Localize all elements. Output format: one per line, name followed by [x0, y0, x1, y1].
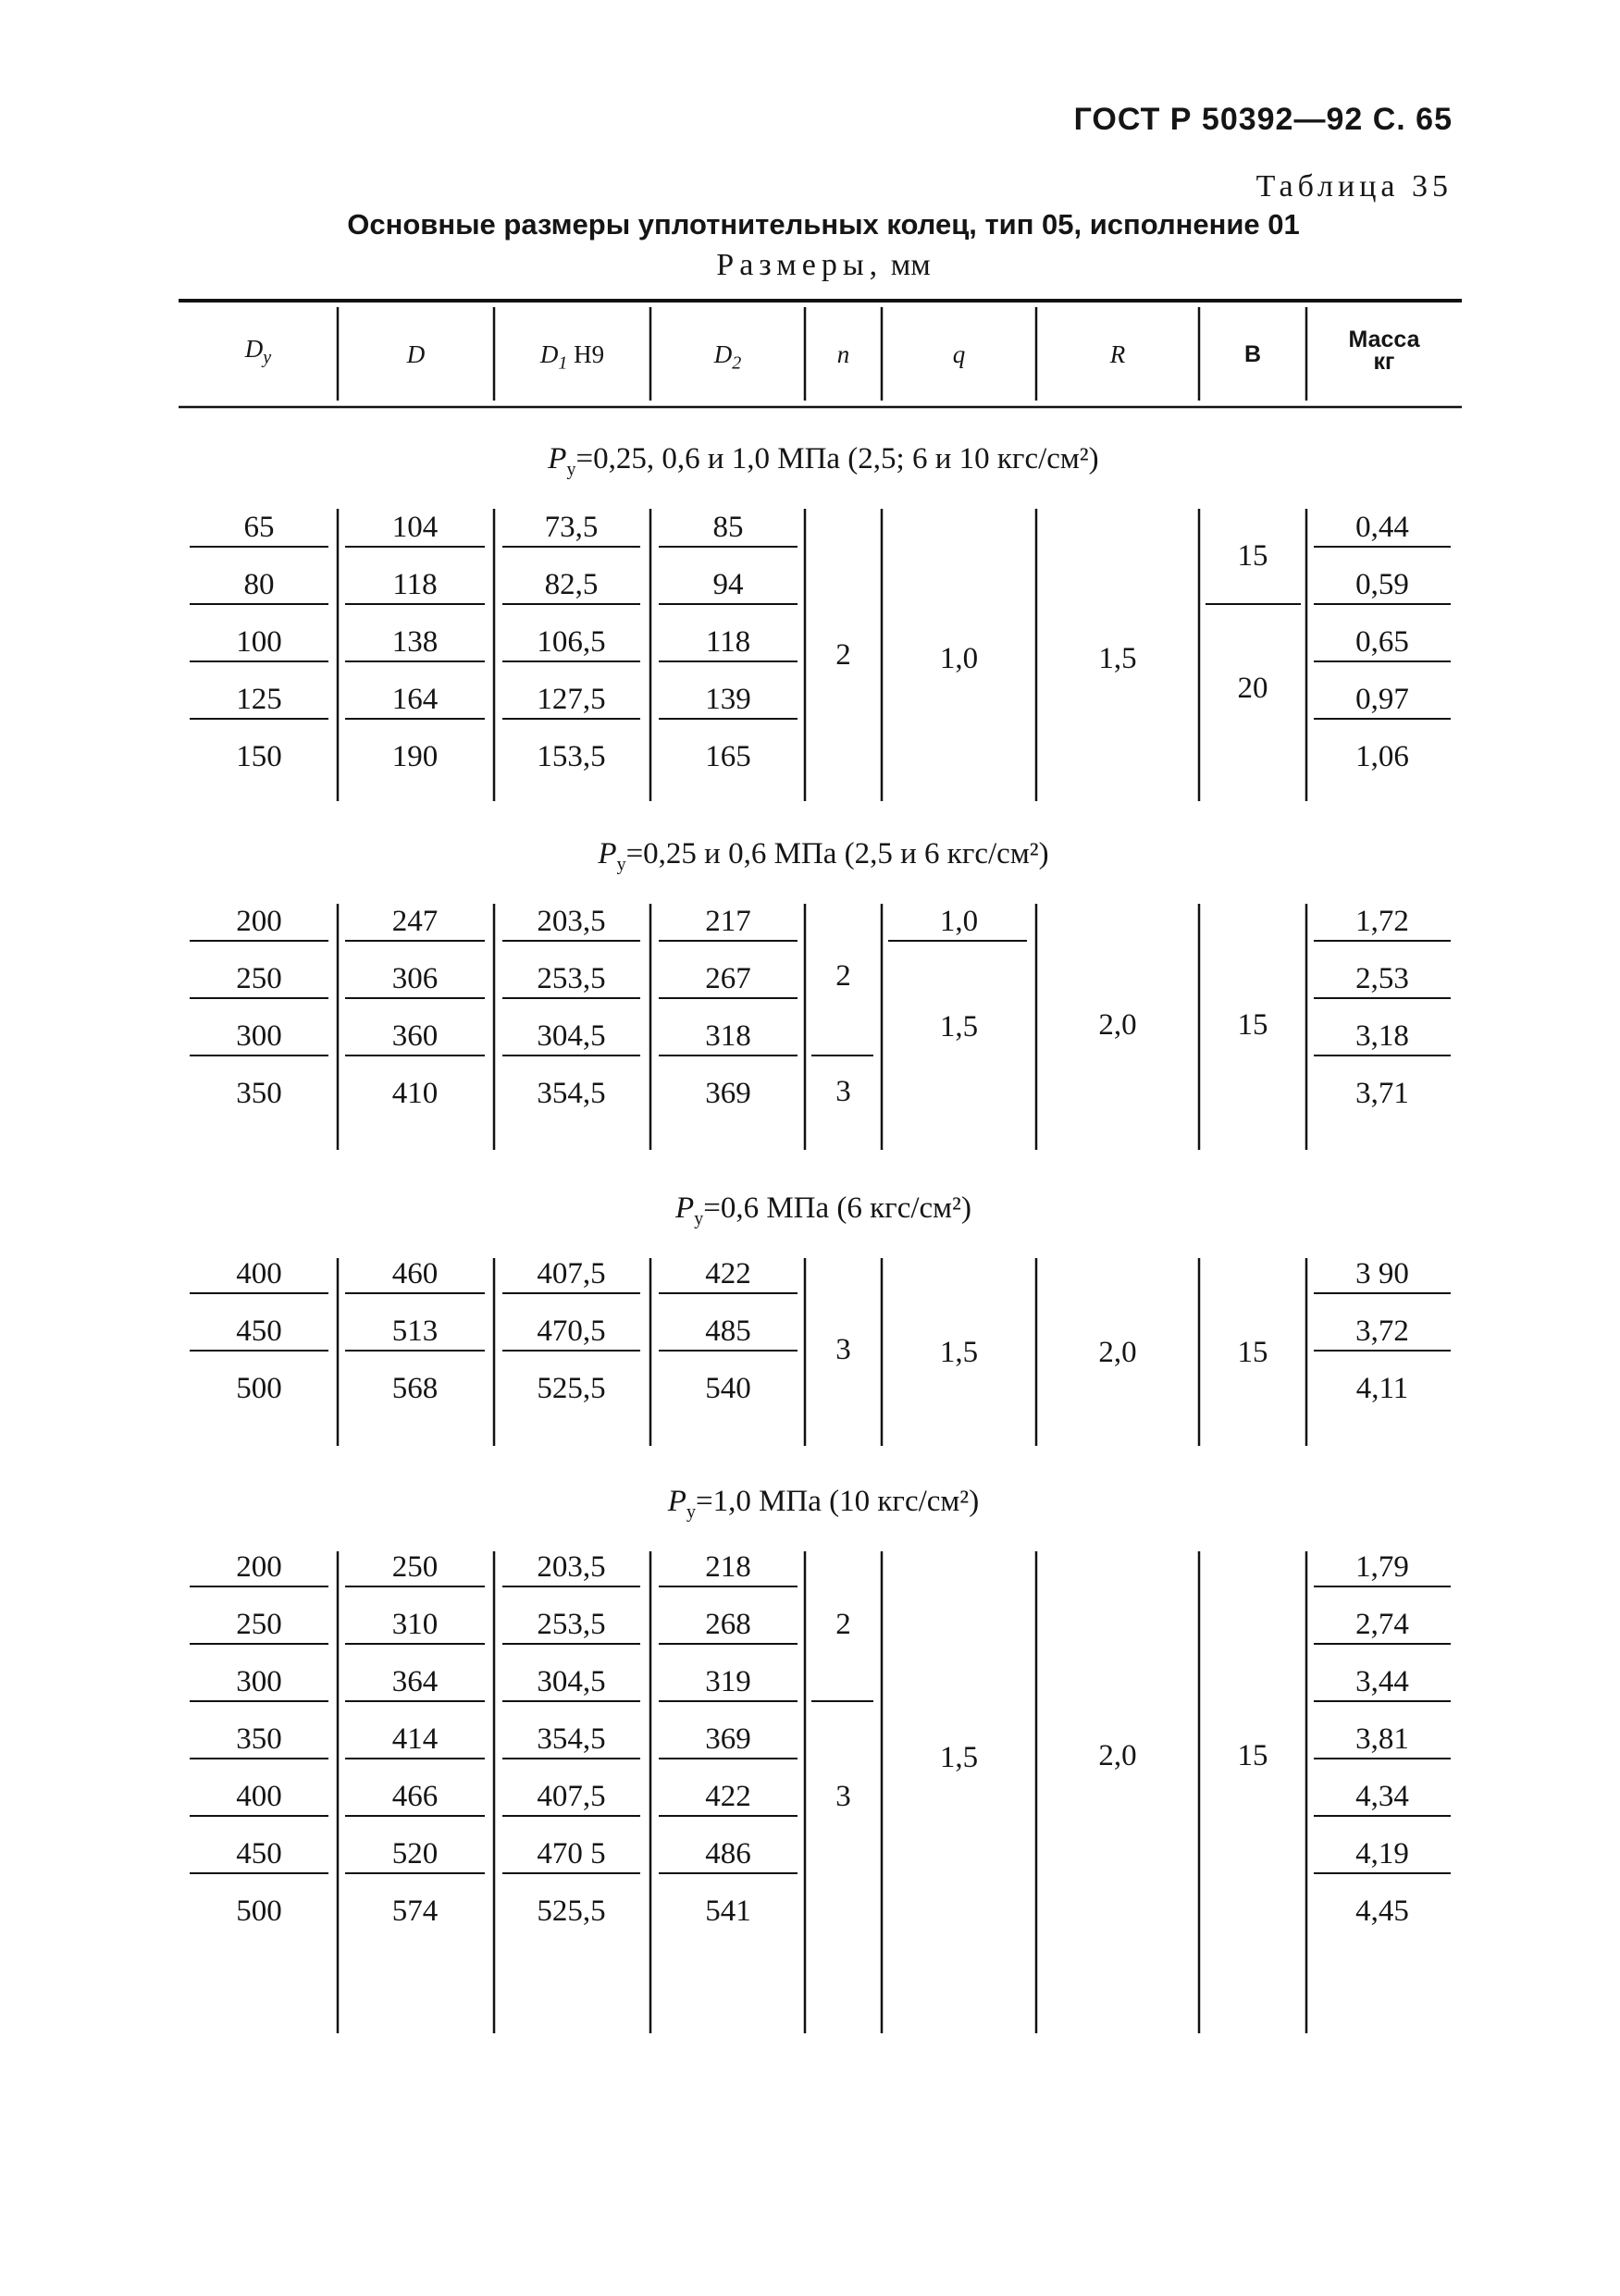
- cell-d2: 422: [705, 1780, 751, 1813]
- cell-d: 118: [392, 568, 438, 601]
- cell-dy: 500: [236, 1895, 282, 1928]
- cell-d2: 139: [705, 683, 751, 716]
- group4-n-bottom: 3: [835, 1780, 851, 1813]
- cell-dy: 65: [243, 511, 275, 544]
- cell-d2: 85: [712, 511, 744, 544]
- cell-mass: 0,44: [1355, 511, 1409, 544]
- cell-dy: 80: [243, 568, 275, 601]
- group3-condition: $P_у=0,6$ МПа (6 кгс/см²): [675, 1191, 971, 1229]
- group3-r: 2,0: [1098, 1336, 1137, 1369]
- cell-d1: 304,5: [537, 1019, 606, 1053]
- group2-q-bottom: 1,5: [939, 1010, 979, 1043]
- cell-d: 164: [391, 683, 439, 716]
- cell-dy: 125: [236, 683, 282, 716]
- table-label: Таблица 35: [1255, 169, 1453, 204]
- cell-d1: 470,5: [537, 1315, 606, 1348]
- cell-d2: 319: [705, 1665, 751, 1698]
- cell-d1: 407,5: [537, 1257, 606, 1290]
- units-label: Размеры,: [716, 248, 884, 282]
- cell-dy: 200: [236, 1550, 282, 1584]
- cell-d1: 304,5: [537, 1665, 606, 1698]
- group1-condition: $P_у=0,25$, 0,6 и 1,0 МПа (2,5; 6 и 10 кгс/см²): [548, 442, 1099, 480]
- group2-r: 2,0: [1098, 1008, 1137, 1042]
- cell-d: 190: [391, 740, 439, 773]
- units-value: мм: [890, 248, 931, 282]
- cell-dy: 400: [236, 1780, 282, 1813]
- group4-r: 2,0: [1098, 1739, 1137, 1772]
- cell-d2: 318: [705, 1019, 751, 1053]
- cell-d: 310: [391, 1608, 439, 1641]
- cell-d1: 407,5: [537, 1780, 606, 1813]
- group4-b: 15: [1237, 1739, 1268, 1772]
- cell-d2: 94: [712, 568, 744, 601]
- header-r: R: [1109, 340, 1126, 368]
- cell-mass: 2,74: [1355, 1608, 1409, 1641]
- cell-dy: 350: [236, 1722, 282, 1756]
- cell-d2: 165: [705, 740, 751, 773]
- cell-d: 513: [391, 1315, 439, 1348]
- cell-d1: 153,5: [537, 740, 606, 773]
- group1-r: 1,5: [1098, 642, 1137, 675]
- cell-d: 104: [391, 511, 439, 544]
- cell-mass: 1,79: [1355, 1550, 1409, 1584]
- cell-mass: 1,72: [1355, 905, 1409, 938]
- cell-d: 306: [391, 962, 439, 995]
- group2-condition: $P_у=0,25$ и 0,6 МПа (2,5 и 6 кгс/см²): [598, 837, 1049, 875]
- cell-dy: 100: [236, 625, 282, 659]
- cell-d2: 268: [705, 1608, 751, 1641]
- cell-d1: 525,5: [537, 1895, 606, 1928]
- group2-q-top: 1,0: [939, 905, 979, 938]
- cell-mass: 4,11: [1355, 1372, 1409, 1405]
- header-b: B: [1243, 341, 1262, 367]
- cell-d: 410: [391, 1077, 439, 1110]
- cell-d: 568: [391, 1372, 439, 1405]
- cell-d: 247: [391, 905, 439, 938]
- cell-d: 520: [391, 1837, 439, 1870]
- cell-d1: 203,5: [537, 905, 606, 938]
- cell-dy: 500: [236, 1372, 282, 1405]
- cell-mass: 4,34: [1355, 1780, 1409, 1813]
- cell-dy: 250: [236, 1608, 282, 1641]
- header-d: D: [406, 340, 426, 368]
- cell-dy: 150: [236, 740, 282, 773]
- cell-mass: 3,44: [1355, 1665, 1409, 1698]
- cell-dy: 450: [236, 1315, 282, 1348]
- cell-d1: 106,5: [537, 625, 606, 659]
- group2-n-top: 2: [835, 959, 851, 993]
- cell-d1: 525,5: [537, 1372, 606, 1405]
- cell-d2: 540: [705, 1372, 751, 1405]
- cell-mass: 2,53: [1355, 962, 1409, 995]
- cell-d1: 127,5: [537, 683, 606, 716]
- document-reference: ГОСТ Р 50392—92 С. 65: [1073, 102, 1453, 137]
- header-dy: $D_у$: [244, 335, 272, 368]
- group4-condition: $P_у=1,0$ МПа (10 кгс/см²): [667, 1485, 980, 1523]
- cell-mass: 0,97: [1355, 683, 1409, 716]
- group4-q: 1,5: [939, 1741, 979, 1774]
- cell-mass: 3,71: [1355, 1077, 1409, 1110]
- cell-d1: 354,5: [537, 1077, 606, 1110]
- cell-d1: 253,5: [537, 962, 606, 995]
- cell-d1: 253,5: [537, 1608, 606, 1641]
- cell-mass: 0,65: [1355, 625, 1409, 659]
- cell-dy: 300: [236, 1665, 282, 1698]
- cell-d2: 267: [705, 962, 751, 995]
- cell-d2: 218: [705, 1550, 751, 1584]
- header-n: n: [836, 340, 850, 368]
- cell-d: 250: [391, 1550, 439, 1584]
- group3-b: 15: [1237, 1336, 1268, 1369]
- group4-n-top: 2: [835, 1608, 851, 1641]
- cell-dy: 450: [236, 1837, 282, 1870]
- group1-b-bottom: 20: [1237, 672, 1268, 705]
- header-mass: Масса кг: [1348, 327, 1420, 375]
- cell-d: 466: [391, 1780, 439, 1813]
- cell-d2: 369: [705, 1722, 751, 1756]
- cell-dy: 300: [236, 1019, 282, 1053]
- cell-dy: 250: [236, 962, 282, 995]
- cell-d2: 422: [705, 1257, 751, 1290]
- group1-b-top: 15: [1237, 539, 1268, 573]
- cell-mass: 3,72: [1355, 1315, 1409, 1348]
- cell-d1: 73,5: [544, 511, 599, 544]
- cell-mass: 4,19: [1355, 1837, 1409, 1870]
- cell-mass: 3 90: [1355, 1257, 1409, 1290]
- cell-d: 414: [391, 1722, 439, 1756]
- cell-d1: 470 5: [537, 1837, 606, 1870]
- cell-d1: 354,5: [537, 1722, 606, 1756]
- cell-d: 574: [391, 1895, 439, 1928]
- group1-q: 1,0: [939, 642, 979, 675]
- cell-dy: 200: [236, 905, 282, 938]
- cell-d2: 369: [705, 1077, 751, 1110]
- cell-d2: 217: [705, 905, 751, 938]
- cell-mass: 3,18: [1355, 1019, 1409, 1053]
- header-d1: $D_1$ H9: [539, 340, 605, 374]
- cell-d2: 118: [705, 625, 751, 659]
- cell-dy: 400: [236, 1257, 282, 1290]
- cell-d2: 486: [705, 1837, 751, 1870]
- cell-d: 460: [391, 1257, 439, 1290]
- cell-d: 364: [391, 1665, 439, 1698]
- cell-mass: 1,06: [1355, 740, 1409, 773]
- group3-n: 3: [835, 1333, 851, 1366]
- header-q: q: [952, 340, 966, 368]
- cell-d1: 82,5: [544, 568, 599, 601]
- cell-mass: 0,59: [1355, 568, 1409, 601]
- cell-d: 360: [391, 1019, 439, 1053]
- cell-dy: 350: [236, 1077, 282, 1110]
- cell-d1: 203,5: [537, 1550, 606, 1584]
- cell-d2: 485: [705, 1315, 751, 1348]
- group3-q: 1,5: [939, 1336, 979, 1369]
- cell-d: 138: [391, 625, 439, 659]
- cell-mass: 3,81: [1355, 1722, 1409, 1756]
- group2-b: 15: [1237, 1008, 1268, 1042]
- group2-n-bottom: 3: [835, 1075, 851, 1108]
- header-d2: $D_2$: [713, 340, 742, 374]
- table-title: Основные размеры уплотнительных колец, тип 05, исполнение 01: [347, 208, 1300, 241]
- cell-mass: 4,45: [1355, 1895, 1409, 1928]
- cell-d2: 541: [705, 1895, 751, 1928]
- group1-n: 2: [835, 638, 851, 672]
